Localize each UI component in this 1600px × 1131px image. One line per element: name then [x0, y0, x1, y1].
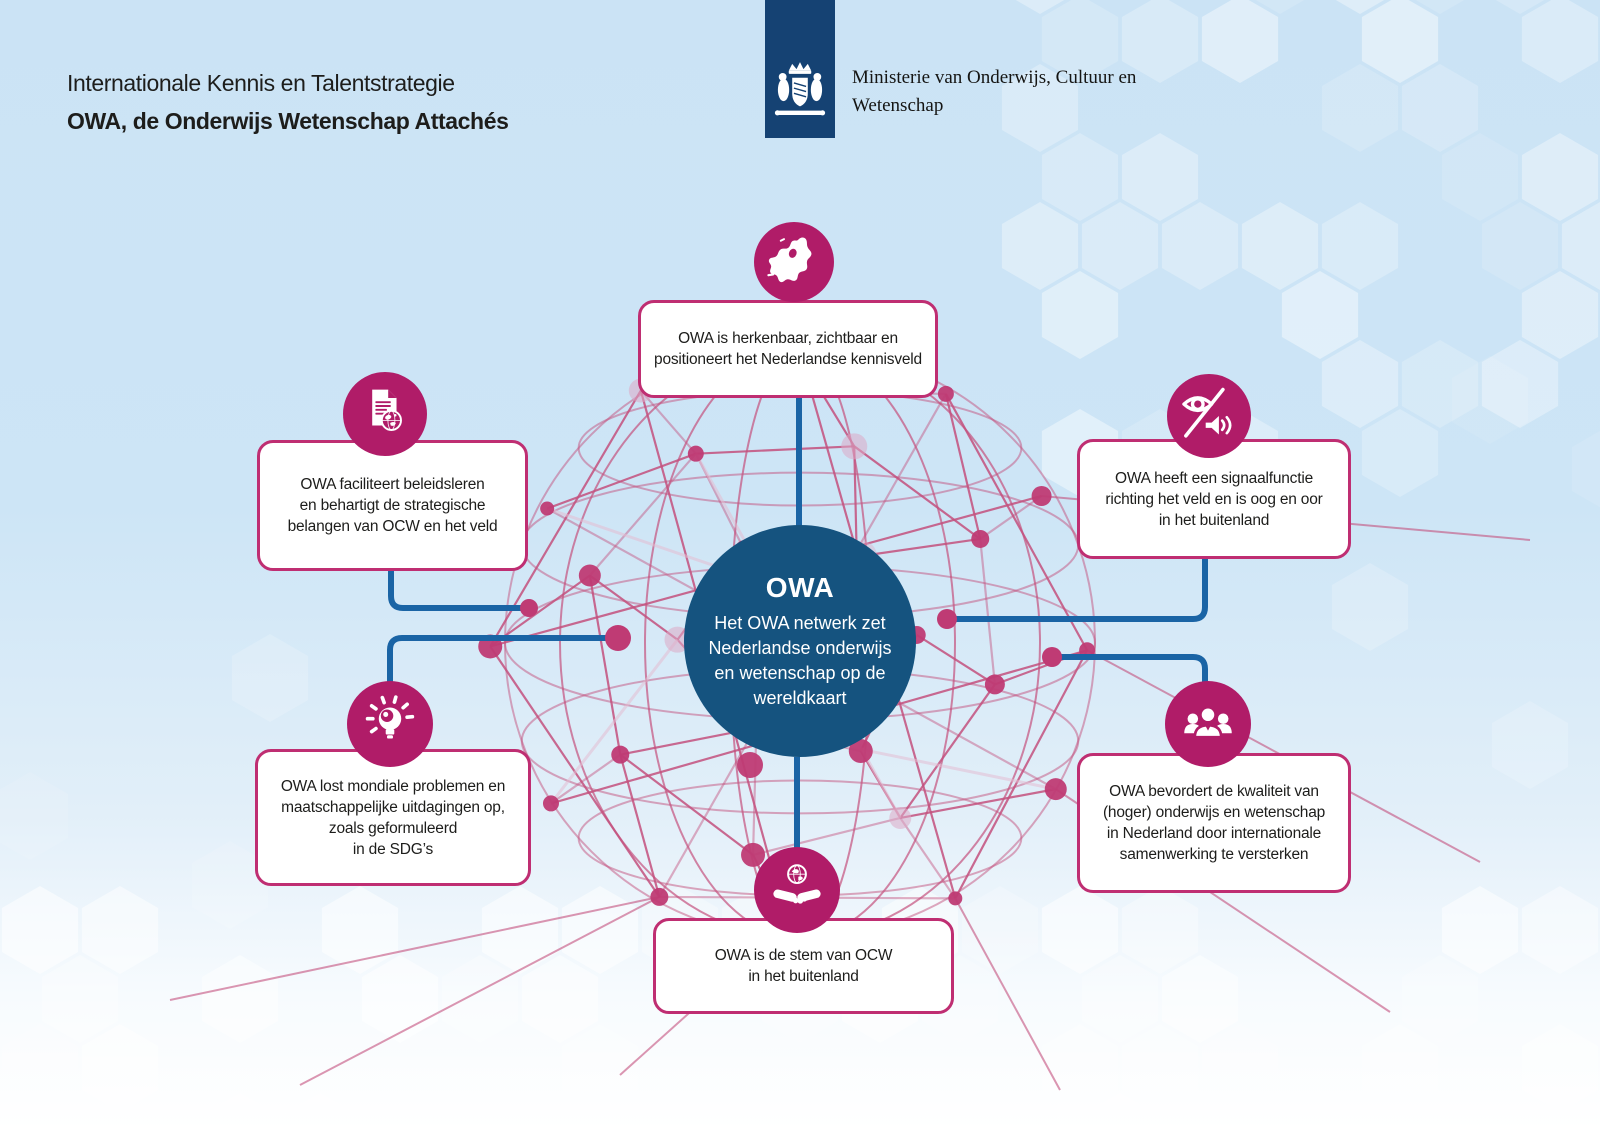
- eye-and-ear-icon: [1167, 374, 1251, 458]
- document-globe-icon: [343, 372, 427, 456]
- ministry-logo: [765, 0, 835, 138]
- team-icon: [1165, 681, 1251, 767]
- page-title-line2: OWA, de Onderwijs Wetenschap Attachés: [67, 108, 509, 134]
- handshake-globe-icon: [754, 847, 840, 933]
- callout-box-top: [638, 300, 938, 398]
- callout-box-right-lower: [1077, 753, 1351, 893]
- owa-center-text: Het OWA netwerk zet Nederlandse onderwijs en wetenschap op de wereldkaart: [708, 612, 892, 708]
- page-title-line1: Internationale Kennis en Talentstrategie: [67, 70, 455, 96]
- callout-text: OWA bevordert de kwaliteit van (hoger) onderwijs en wetenschap in Nederland door internationale samenwerking te versterken: [1102, 783, 1326, 863]
- dutch-coat-of-arms-icon: [774, 56, 826, 122]
- ministry-name-line2: Wetenschap: [852, 95, 944, 116]
- page-title: [67, 70, 508, 135]
- netherlands-map-icon: [754, 222, 834, 302]
- lightbulb-icon: [347, 681, 433, 767]
- ministry-name-line1: Ministerie van Onderwijs, Cultuur en: [852, 67, 1137, 88]
- callout-text: OWA is de stem van OCW in het buitenland: [714, 947, 893, 985]
- ministry-name: [852, 64, 1136, 120]
- owa-center-title: OWA: [765, 571, 835, 603]
- callout-text: OWA lost mondiale problemen en maatschappelijke uitdagingen op, zoals geformuleerd in de SDG’s: [280, 777, 506, 858]
- callout-box-left-lower: [255, 749, 531, 886]
- owa-center-circle: [684, 525, 916, 757]
- callout-text: OWA is herkenbaar, zichtbaar en positioneert het Nederlandse kennisveld: [654, 330, 922, 368]
- callout-text: OWA faciliteert beleidsleren en behartigt de strategische belangen van OCW en het veld: [287, 476, 498, 535]
- callout-box-left-upper: [257, 440, 528, 571]
- callout-text: OWA heeft een signaalfunctie richting het veld en is oog en oor in het buitenland: [1105, 469, 1323, 529]
